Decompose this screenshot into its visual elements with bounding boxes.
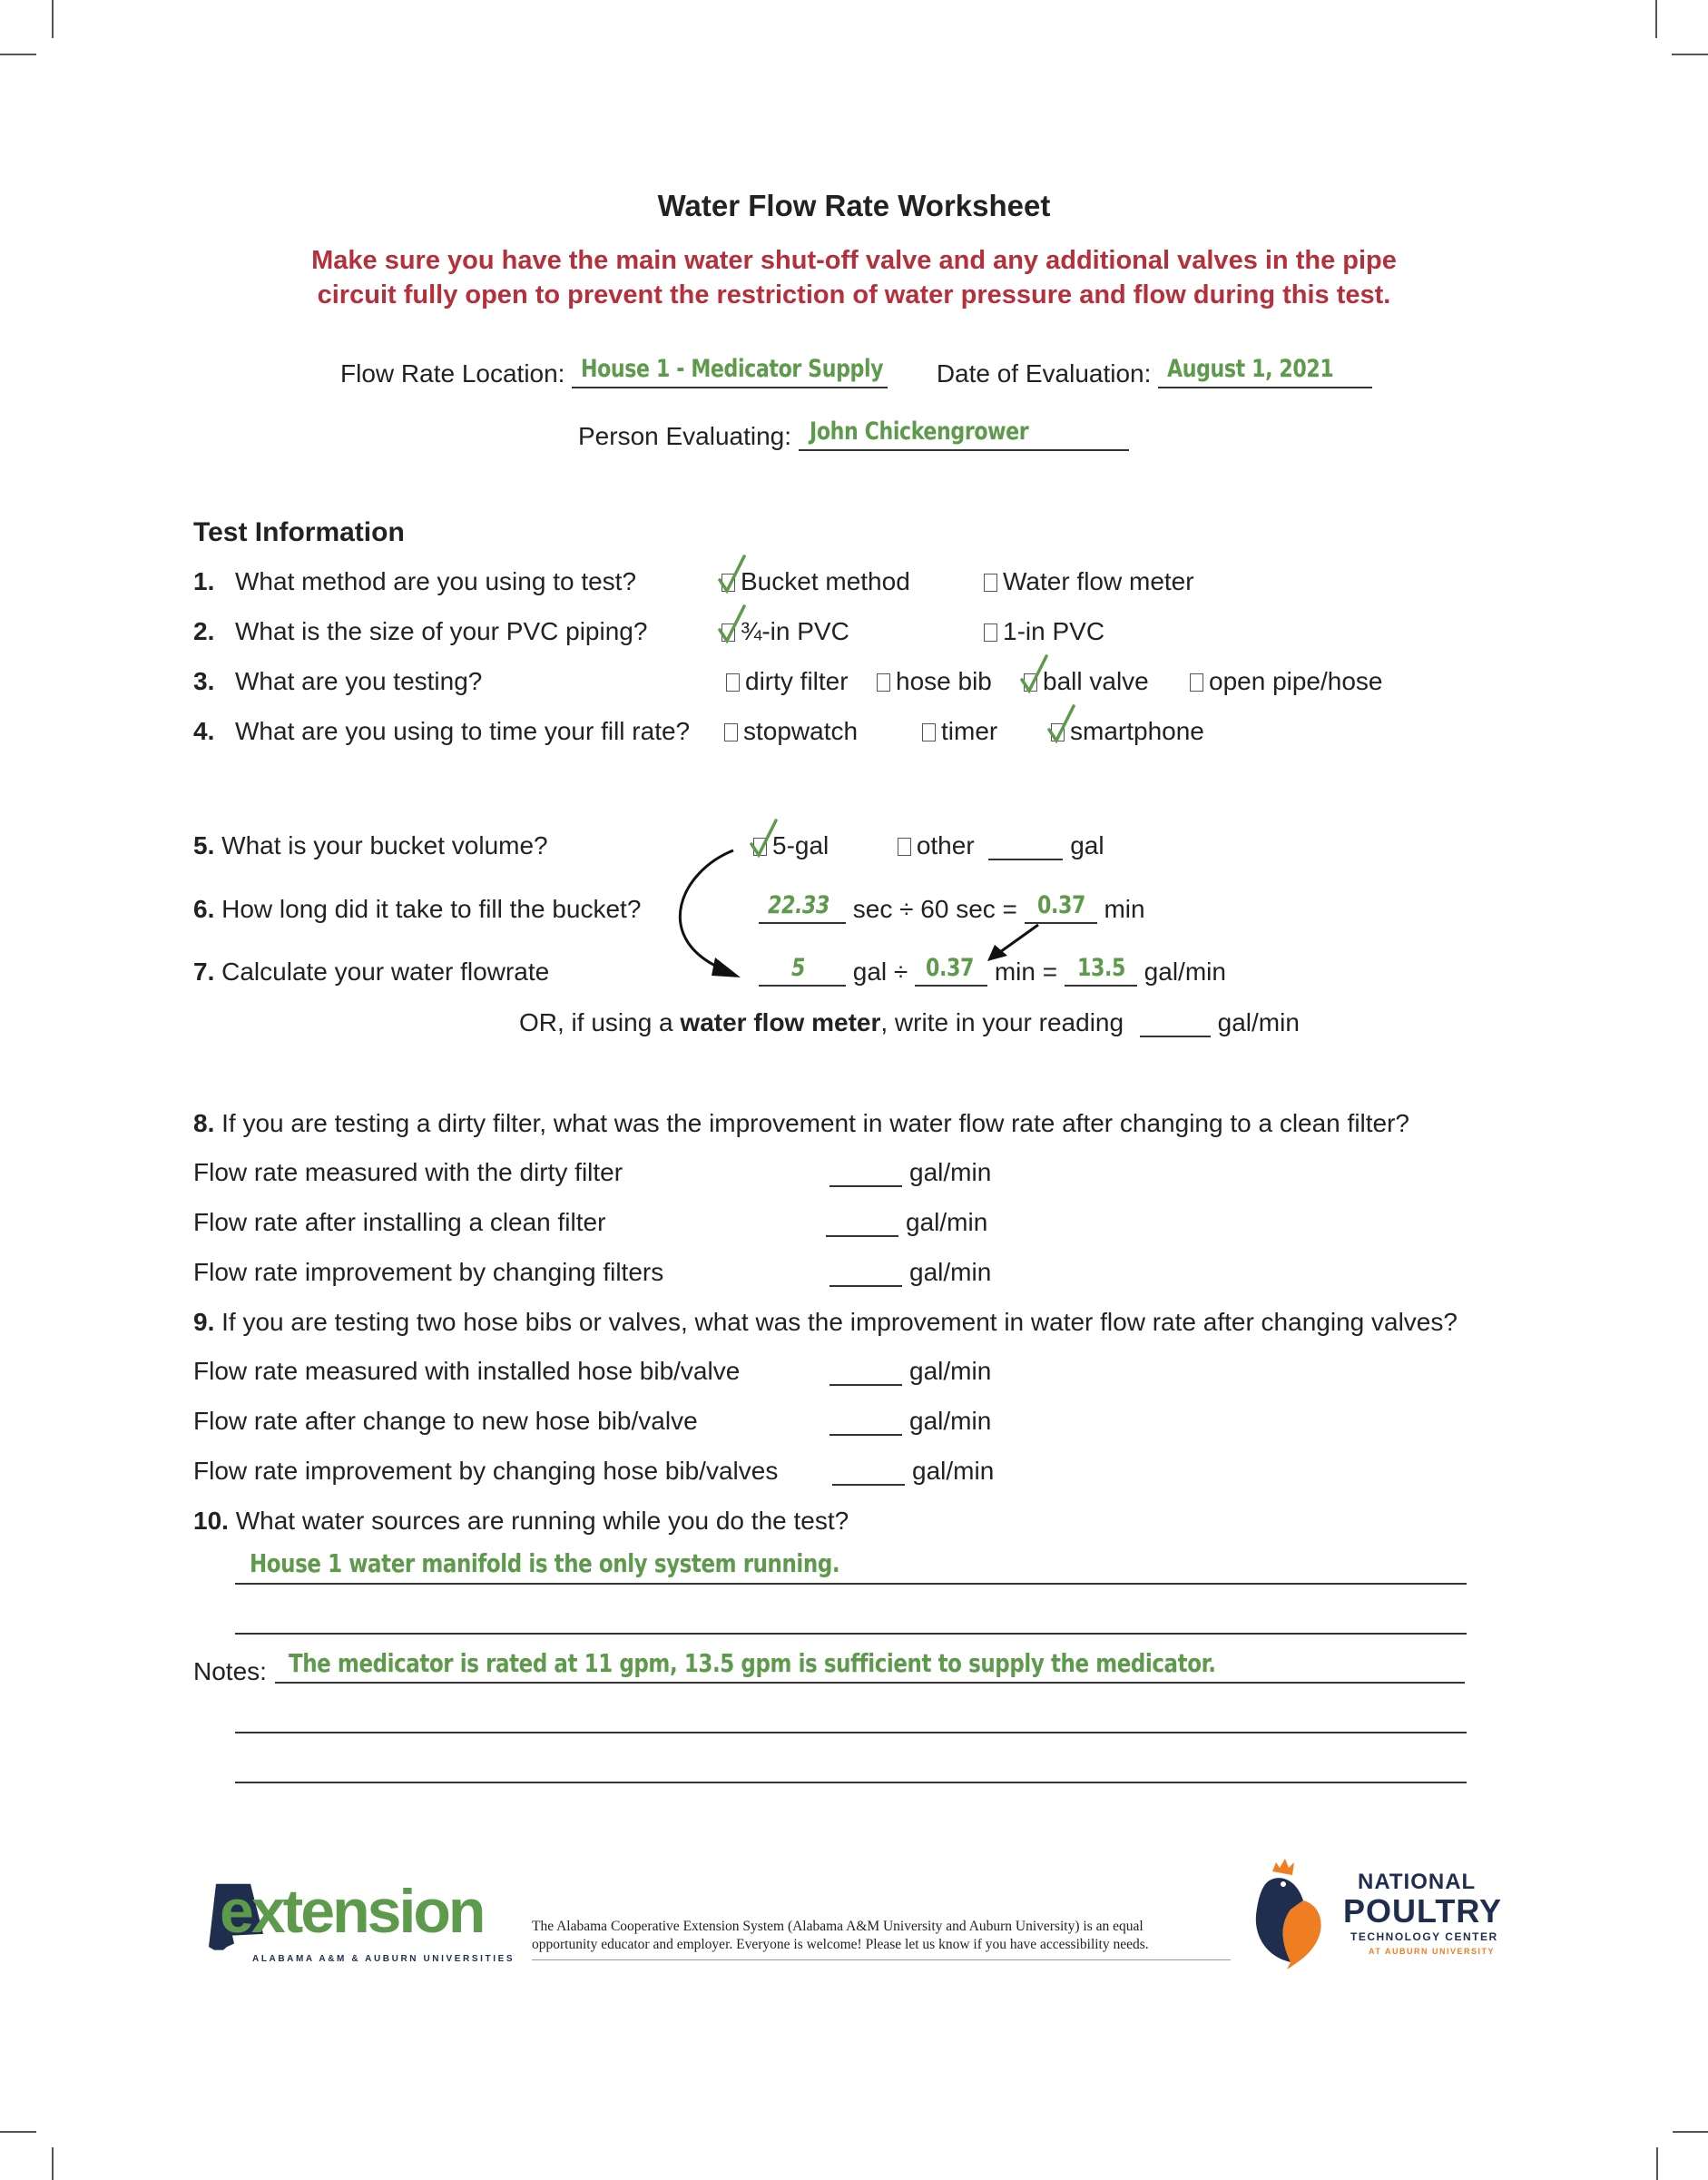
q9-row-label: Flow rate improvement by changing hose bib/valves	[193, 1457, 779, 1485]
q9-row-field	[829, 1407, 991, 1436]
q8-row-label: Flow rate measured with the dirty filter	[193, 1158, 623, 1186]
checkbox[interactable]	[1024, 673, 1037, 692]
gal-per-min-field[interactable]	[832, 1460, 905, 1486]
crop-mark	[1655, 0, 1657, 38]
q7-number: 7.	[193, 957, 215, 986]
q9-row-field	[829, 1357, 991, 1386]
question-2	[193, 617, 647, 646]
q5-text: What is your bucket volume?	[221, 831, 548, 859]
check-mark-icon	[1046, 704, 1079, 744]
q6-calc	[759, 893, 1145, 924]
checkbox[interactable]	[1190, 673, 1203, 692]
gal-per-min-unit: gal/min	[909, 1258, 992, 1286]
option-hose-bib[interactable]	[877, 667, 992, 696]
disclaimer	[532, 1918, 1231, 1960]
question-1	[193, 567, 636, 596]
option-label: ball valve	[1043, 667, 1149, 695]
notes-line-2[interactable]	[235, 1732, 1467, 1733]
other-gal-unit: gal	[1070, 831, 1104, 859]
nptc-line-4: AT AUBURN UNIVERSITY	[1369, 1947, 1496, 1956]
option-timer[interactable]	[922, 717, 997, 746]
minutes-unit: min	[1104, 895, 1145, 923]
option-label: ¾-in PVC	[741, 617, 849, 645]
question-3	[193, 667, 482, 696]
question-4	[193, 717, 690, 746]
option-other-label: other	[916, 831, 975, 859]
crop-mark	[1672, 54, 1708, 55]
location-value: House 1 - Medicator Supply	[581, 355, 884, 383]
warning-line-1: Make sure you have the main water shut-off valve and any additional valves in the pipe	[311, 246, 1397, 275]
checkbox[interactable]	[721, 574, 735, 592]
q10-text: What water sources are running while you do the test?	[235, 1507, 849, 1535]
notes-line-1[interactable]	[275, 1682, 1465, 1684]
date-field[interactable]	[1158, 355, 1372, 388]
date-value: August 1, 2021	[1167, 355, 1334, 383]
q7-text: Calculate your water flowrate	[221, 957, 550, 986]
option-label: Water flow meter	[1003, 567, 1194, 595]
option-5-gal-label: 5-gal	[772, 831, 829, 859]
q9-number: 9.	[193, 1308, 215, 1336]
q9-row-field	[832, 1457, 994, 1486]
option-label: stopwatch	[743, 717, 859, 745]
flowrate-unit: gal/min	[1144, 957, 1226, 986]
meter-bold: water flow meter	[680, 1008, 881, 1036]
question-number: 3.	[193, 667, 215, 695]
option-ball-valve[interactable]	[1024, 667, 1149, 696]
rooster-icon	[1251, 1855, 1323, 1973]
crop-mark	[52, 2147, 54, 2180]
nptc-line-2: POULTRY	[1343, 1892, 1502, 1930]
extension-logo-subtitle: ALABAMA A&M & AUBURN UNIVERSITIES	[252, 1954, 515, 1964]
q8-number: 8.	[193, 1109, 215, 1137]
check-mark-icon	[1019, 654, 1052, 694]
gal-per-min-field[interactable]	[829, 1410, 902, 1436]
checkbox[interactable]	[922, 723, 936, 741]
q10-row	[193, 1507, 849, 1536]
person-field[interactable]	[799, 417, 1129, 451]
gal-per-min-unit: gal/min	[906, 1208, 988, 1236]
option-label: Bucket method	[741, 567, 910, 595]
flow-minutes-value: 0.37	[926, 954, 975, 982]
meter-prefix: OR, if using a	[519, 1008, 673, 1036]
question-text: What are you using to time your fill rate?	[235, 717, 691, 745]
gal-per-min-field[interactable]	[829, 1262, 902, 1287]
question-text: What is the size of your PVC piping?	[235, 617, 648, 645]
date-label: Date of Evaluation:	[936, 359, 1152, 388]
q5-row	[193, 831, 548, 860]
extension-logo-word: extension	[220, 1877, 484, 1946]
checkbox[interactable]	[1051, 723, 1065, 741]
notes-answer: The medicator is rated at 11 gpm, 13.5 gpm is sufficient to supply the medicator.	[289, 1648, 1216, 1678]
option-1-in-pvc[interactable]	[984, 617, 1104, 646]
gal-per-min-field[interactable]	[826, 1212, 898, 1237]
option-dirty-filter[interactable]	[726, 667, 849, 696]
gallons-value: 5	[791, 954, 806, 982]
q9-text: If you are testing two hose bibs or valves, what was the improvement in water flow rate after changing valves?	[221, 1308, 1458, 1336]
q6-row	[193, 895, 641, 924]
crop-mark	[0, 2131, 36, 2133]
nptc-line-3: TECHNOLOGY CENTER	[1350, 1930, 1498, 1943]
checkbox[interactable]	[984, 574, 997, 592]
option-label: dirty filter	[745, 667, 849, 695]
person-row	[578, 417, 1129, 451]
question-number: 4.	[193, 717, 215, 745]
q10-answer-line-1[interactable]	[235, 1583, 1467, 1585]
q7-row	[193, 957, 549, 987]
q10-answer-line-2[interactable]	[235, 1633, 1467, 1635]
gal-per-min-unit: gal/min	[909, 1357, 992, 1385]
q8-text: If you are testing a dirty filter, what was the improvement in water flow rate after changing to a clean filter?	[221, 1109, 1410, 1137]
check-mark-icon	[717, 604, 750, 644]
checkbox-other[interactable]	[898, 838, 911, 856]
location-row	[340, 355, 1372, 388]
flow-meter-row	[519, 1008, 1300, 1037]
question-number: 2.	[193, 617, 215, 645]
option-smartphone[interactable]	[1051, 717, 1204, 746]
meter-reading-field[interactable]	[1140, 1012, 1211, 1037]
q5-options	[753, 831, 1104, 860]
check-mark-icon	[717, 555, 750, 594]
q8-row-label: Flow rate after installing a clean filter	[193, 1208, 606, 1236]
disclaimer-line-2: opportunity educator and employer. Everyone is welcome! Please let us know if you have accessibility needs.	[532, 1937, 1149, 1952]
option-label: open pipe/hose	[1209, 667, 1383, 695]
min-equals-text: min =	[994, 957, 1058, 986]
q8-row-field	[829, 1258, 991, 1287]
seconds-divide-text: sec ÷ 60 sec =	[852, 895, 1017, 923]
location-label: Flow Rate Location:	[340, 359, 565, 388]
warning-line-2: circuit fully open to prevent the restriction of water pressure and flow during this test.	[317, 280, 1391, 309]
gal-divide-text: gal ÷	[852, 957, 908, 986]
flow-minutes-field[interactable]	[915, 956, 987, 987]
checkbox[interactable]	[726, 673, 740, 692]
q6-text: How long did it take to fill the bucket?	[221, 895, 642, 923]
notes-label: Notes:	[193, 1657, 267, 1685]
q9-row	[193, 1308, 1458, 1337]
checkbox[interactable]	[721, 624, 735, 642]
crop-mark	[1673, 2131, 1708, 2133]
crop-mark	[52, 0, 54, 38]
q10-answer: House 1 water manifold is the only system running.	[250, 1548, 840, 1578]
q10-number: 10.	[193, 1507, 229, 1535]
option--in-pvc[interactable]	[721, 617, 849, 646]
diagonal-arrow-icon	[980, 921, 1044, 967]
notes-line-3[interactable]	[235, 1782, 1467, 1783]
extension-logo	[207, 1877, 515, 1968]
page-title: Water Flow Rate Worksheet	[657, 189, 1051, 222]
question-text: What method are you using to test?	[235, 567, 637, 595]
section-heading-test-information: Test Information	[193, 517, 405, 547]
other-gal-field[interactable]	[988, 835, 1063, 860]
crop-mark	[0, 54, 36, 55]
q8-row-field	[826, 1208, 987, 1237]
gal-per-min-field[interactable]	[829, 1360, 902, 1386]
curved-arrow-icon	[663, 817, 790, 980]
gal-per-min-unit: gal/min	[909, 1158, 992, 1186]
option-other[interactable]	[898, 831, 982, 859]
q6-number: 6.	[193, 895, 215, 923]
location-field[interactable]	[572, 355, 888, 388]
q8-row-label: Flow rate improvement by changing filters	[193, 1258, 664, 1286]
gal-per-min-field[interactable]	[829, 1162, 902, 1187]
seconds-value: 22.33	[768, 891, 829, 919]
flowrate-field[interactable]	[1065, 956, 1137, 987]
q8-row-field	[829, 1158, 991, 1187]
option-stopwatch[interactable]	[724, 717, 858, 746]
crop-mark	[1656, 2147, 1658, 2180]
option-label: 1-in PVC	[1003, 617, 1105, 645]
option-water-flow-meter[interactable]	[984, 567, 1194, 596]
warning-text	[0, 243, 1708, 312]
question-text: What are you testing?	[235, 667, 483, 695]
disclaimer-line-1: The Alabama Cooperative Extension System (Alabama A&M University and Auburn University) is an equal	[532, 1919, 1144, 1934]
nptc-logo	[1251, 1855, 1523, 1973]
option-label: hose bib	[896, 667, 992, 695]
nptc-line-1: NATIONAL	[1358, 1870, 1477, 1894]
q8-row	[193, 1109, 1409, 1138]
flowrate-value: 13.5	[1076, 954, 1125, 982]
person-value: John Chickengrower	[809, 417, 1029, 446]
checkbox[interactable]	[877, 673, 890, 692]
gal-per-min-unit: gal/min	[912, 1457, 995, 1485]
person-label: Person Evaluating:	[578, 422, 792, 450]
checkbox[interactable]	[724, 723, 738, 741]
q5-number: 5.	[193, 831, 215, 859]
meter-suffix: , write in your reading	[880, 1008, 1124, 1036]
q9-row-label: Flow rate after change to new hose bib/valve	[193, 1407, 698, 1435]
option-label: smartphone	[1070, 717, 1204, 745]
meter-unit: gal/min	[1217, 1008, 1300, 1036]
gal-per-min-unit: gal/min	[909, 1407, 992, 1435]
question-number: 1.	[193, 567, 215, 595]
minutes-value: 0.37	[1036, 891, 1085, 919]
q9-row-label: Flow rate measured with installed hose bib/valve	[193, 1357, 741, 1385]
minutes-field[interactable]	[1025, 893, 1097, 924]
option-label: timer	[941, 717, 998, 745]
option-bucket-method[interactable]	[721, 567, 910, 596]
checkbox[interactable]	[984, 624, 997, 642]
option-open-pipe-hose[interactable]	[1190, 667, 1383, 696]
